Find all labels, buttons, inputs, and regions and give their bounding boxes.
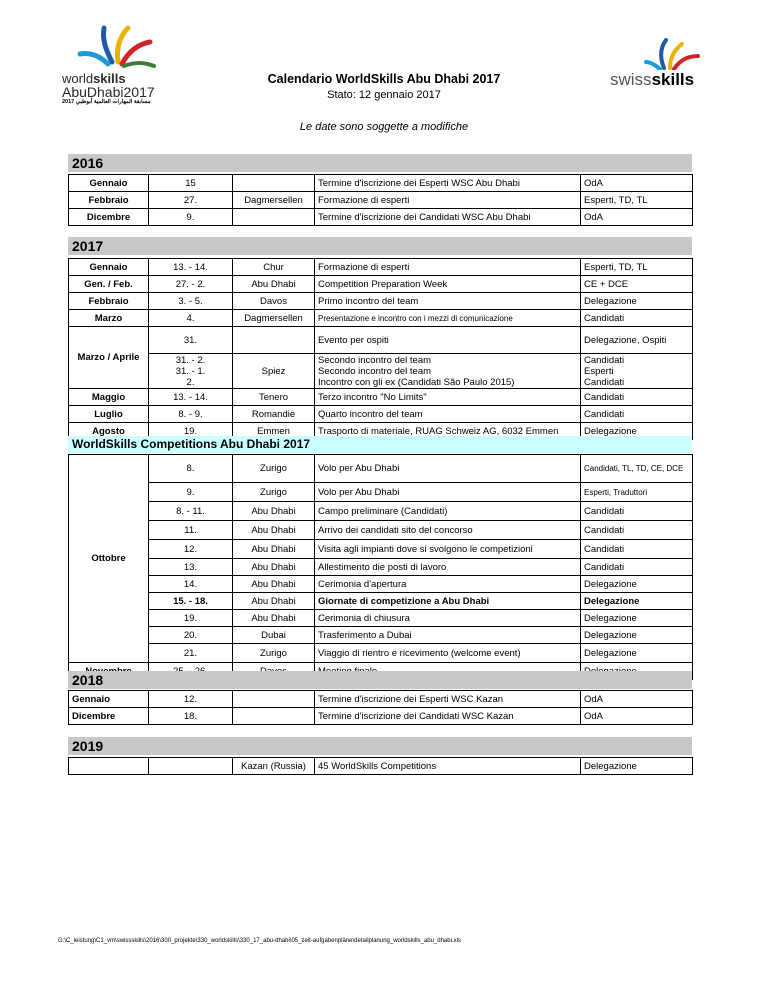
table-cell: Esperti, Traduttori <box>581 483 693 502</box>
table-cell: Marzo <box>69 310 149 327</box>
table-cell: Delegazione, Ospiti <box>581 327 693 354</box>
table-row <box>69 259 693 276</box>
worldskills-emblem-icon <box>62 22 172 70</box>
table-cell: 12. <box>149 540 233 559</box>
logo-line1: world <box>62 71 94 86</box>
table-row <box>69 327 693 354</box>
table-cell: Allestimento die posti di lavoro <box>315 559 581 576</box>
table-row <box>69 389 693 406</box>
table-cell: Kazan (Russia) <box>233 758 315 775</box>
section-2016: 2016 <box>68 154 692 172</box>
table-cell: OdA <box>581 175 693 192</box>
table-row <box>69 521 693 540</box>
table-cell: Trasferimento a Dubai <box>315 627 581 644</box>
table-cell: Visita agli impianti dove si svolgono le competizioni <box>315 540 581 559</box>
table-row <box>69 627 693 644</box>
table-cell: 45 WorldSkills Competitions <box>315 758 581 775</box>
table-row <box>69 276 693 293</box>
table-cell: 20. <box>149 627 233 644</box>
table-cell: Maggio <box>69 389 149 406</box>
skills-word: skills <box>651 70 695 89</box>
table-cell: 9. <box>149 209 233 226</box>
table-cell: Delegazione <box>581 644 693 663</box>
table-row <box>69 610 693 627</box>
table-cell: Candidati <box>581 540 693 559</box>
swiss-word: swiss <box>610 70 652 89</box>
table-cell: Abu Dhabi <box>233 610 315 627</box>
table-cell: 31. <box>149 327 233 354</box>
table-cell: Zurigo <box>233 483 315 502</box>
table-cell: Dagmersellen <box>233 310 315 327</box>
table-cell: Candidati <box>581 310 693 327</box>
table-cell: Termine d'iscrizione dei Candidati WSC Abu Dhabi <box>315 209 581 226</box>
table-cell: Evento per ospiti <box>315 327 581 354</box>
table-2017 <box>68 258 693 440</box>
table-cell: Candidati <box>581 559 693 576</box>
file-path-footer: G:\C_leistung\C1_vm\swissskills\2016\300_projekte\330_worldskills\330_17_abu-dhabi\05_zeit-aufgabenpläne\detailplanung_worldskills_abu_dhabi.xls <box>58 938 461 944</box>
table-cell: Romandie <box>233 406 315 423</box>
table-cell <box>233 175 315 192</box>
table-cell: 21. <box>149 644 233 663</box>
table-row <box>69 354 693 389</box>
table-cell: Candidati <box>581 502 693 521</box>
table-cell: Esperti, TD, TL <box>581 259 693 276</box>
table-row <box>69 576 693 593</box>
table-cell: Abu Dhabi <box>233 540 315 559</box>
table-row <box>69 406 693 423</box>
table-cell: Candidati <box>581 389 693 406</box>
logo-line2b: 2017 <box>123 84 155 100</box>
table-row <box>69 209 693 226</box>
table-cell <box>233 691 315 708</box>
table-cell: Dicembre <box>69 708 149 725</box>
table-row <box>69 593 693 610</box>
table-cell: 8. - 11. <box>149 502 233 521</box>
table-row <box>69 708 693 725</box>
table-cell: 15 <box>149 175 233 192</box>
table-cell: Competition Preparation Week <box>315 276 581 293</box>
table-cell: Spiez <box>233 354 315 389</box>
table-cell: Primo incontro del team <box>315 293 581 310</box>
table-cell: Marzo / Aprile <box>69 327 149 389</box>
table-row <box>69 293 693 310</box>
table-row <box>69 644 693 663</box>
table-row <box>69 691 693 708</box>
table-cell <box>149 758 233 775</box>
table-cell: Emmen <box>233 423 315 440</box>
table-cell: 19. <box>149 423 233 440</box>
table-cell: Giornate di competizione a Abu Dhabi <box>315 593 581 610</box>
logo-tagline: 2017 مسابقة المهارات العالمية أبوظبي <box>62 99 151 105</box>
table-cell: Delegazione <box>581 576 693 593</box>
table-cell: Delegazione <box>581 758 693 775</box>
table-cell: Viaggio di rientro e ricevimento (welcome event) <box>315 644 581 663</box>
disclaimer-note: Le date sono soggette a modifiche <box>299 121 469 133</box>
table-row <box>69 175 693 192</box>
section-2019: 2019 <box>68 737 692 755</box>
table-cell: 8. - 9. <box>149 406 233 423</box>
table-cell: Febbraio <box>69 192 149 209</box>
page-title: Calendario WorldSkills Abu Dhabi 2017 <box>267 72 501 86</box>
table-cell: 13. - 14. <box>149 389 233 406</box>
table-cell: Formazione di esperti <box>315 259 581 276</box>
table-cell: 8. <box>149 455 233 483</box>
table-cell: Luglio <box>69 406 149 423</box>
table-cell: Cerimonia d'apertura <box>315 576 581 593</box>
table-cell: 13. <box>149 559 233 576</box>
table-row <box>69 502 693 521</box>
table-cell: Termine d'iscrizione dei Esperti WSC Abu Dhabi <box>315 175 581 192</box>
table-cell: Quarto incontro del team <box>315 406 581 423</box>
table-wsc <box>68 454 693 680</box>
table-cell: Dagmersellen <box>233 192 315 209</box>
table-2018 <box>68 690 693 725</box>
table-cell <box>69 758 149 775</box>
table-cell: 18. <box>149 708 233 725</box>
table-cell: Abu Dhabi <box>233 276 315 293</box>
table-cell: 3. - 5. <box>149 293 233 310</box>
table-cell: CE + DCE <box>581 276 693 293</box>
section-2018: 2018 <box>68 671 692 689</box>
table-cell: 13. - 14. <box>149 259 233 276</box>
table-cell: 27. - 2. <box>149 276 233 293</box>
table-cell: Terzo incontro "No Limits" <box>315 389 581 406</box>
table-cell: 9. <box>149 483 233 502</box>
table-cell: Volo per Abu Dhabi <box>315 483 581 502</box>
table-cell: Arrivo dei candidati sito del concorso <box>315 521 581 540</box>
table-cell: 15. - 18. <box>149 593 233 610</box>
table-cell: Delegazione <box>581 293 693 310</box>
table-cell: Formazione di esperti <box>315 192 581 209</box>
table-cell: Gennaio <box>69 259 149 276</box>
table-cell: Abu Dhabi <box>233 593 315 610</box>
table-cell: Gennaio <box>69 691 149 708</box>
table-cell: Delegazione <box>581 423 693 440</box>
table-cell: Secondo incontro del team Secondo incontro del team Incontro con gli ex (Candidati São Paulo 2015) <box>315 354 581 389</box>
logo-line1b: skills <box>93 71 126 86</box>
table-cell: Termine d'iscrizione dei Esperti WSC Kazan <box>315 691 581 708</box>
table-row <box>69 192 693 209</box>
table-row <box>69 540 693 559</box>
table-cell: Abu Dhabi <box>233 576 315 593</box>
table-cell <box>233 209 315 226</box>
table-cell: Candidati Esperti Candidati <box>581 354 693 389</box>
table-cell: Davos <box>233 293 315 310</box>
table-cell: Febbraio <box>69 293 149 310</box>
table-cell: 11. <box>149 521 233 540</box>
table-cell: Candidati <box>581 521 693 540</box>
table-cell: Zurigo <box>233 644 315 663</box>
table-cell: Delegazione <box>581 627 693 644</box>
table-cell: OdA <box>581 209 693 226</box>
table-row <box>69 758 693 775</box>
table-cell: Dubai <box>233 627 315 644</box>
table-cell: 12. <box>149 691 233 708</box>
table-cell: Esperti, TD, TL <box>581 192 693 209</box>
table-cell: 19. <box>149 610 233 627</box>
table-row <box>69 483 693 502</box>
table-cell: OdA <box>581 691 693 708</box>
table-cell: Abu Dhabi <box>233 559 315 576</box>
table-cell: Trasporto di materiale, RUAG Schweiz AG, 6032 Emmen <box>315 423 581 440</box>
table-cell: Gen. / Feb. <box>69 276 149 293</box>
table-cell <box>233 708 315 725</box>
table-cell: 4. <box>149 310 233 327</box>
table-cell: Ottobre <box>69 455 149 663</box>
table-cell: Candidati, TL, TD, CE, DCE <box>581 455 693 483</box>
table-cell: Delegazione <box>581 610 693 627</box>
table-cell: Abu Dhabi <box>233 502 315 521</box>
status-date: Stato: 12 gennaio 2017 <box>327 89 441 101</box>
table-cell <box>233 327 315 354</box>
table-cell: Volo per Abu Dhabi <box>315 455 581 483</box>
table-row <box>69 455 693 483</box>
table-cell: Presentazione e incontro con i mezzi di comunicazione <box>315 310 581 327</box>
table-cell: Delegazione <box>581 593 693 610</box>
table-cell: 31. - 2. 31. - 1. 2. <box>149 354 233 389</box>
swissskills-emblem-icon <box>644 38 704 70</box>
table-cell: OdA <box>581 708 693 725</box>
table-cell: Abu Dhabi <box>233 521 315 540</box>
table-2016 <box>68 174 693 226</box>
section-wsc-abudhabi: WorldSkills Competitions Abu Dhabi 2017 <box>68 436 692 453</box>
table-cell: Zurigo <box>233 455 315 483</box>
section-2017: 2017 <box>68 237 692 255</box>
table-cell: Chur <box>233 259 315 276</box>
table-cell: Tenero <box>233 389 315 406</box>
table-2019 <box>68 757 693 775</box>
table-cell: 14. <box>149 576 233 593</box>
table-row <box>69 310 693 327</box>
table-row <box>69 559 693 576</box>
table-cell: Dicembre <box>69 209 149 226</box>
table-cell: Campo preliminare (Candidati) <box>315 502 581 521</box>
table-cell: Gennaio <box>69 175 149 192</box>
table-cell: Termine d'iscrizione dei Candidati WSC Kazan <box>315 708 581 725</box>
table-cell: 27. <box>149 192 233 209</box>
table-cell: Agosto <box>69 423 149 440</box>
table-cell: Candidati <box>581 406 693 423</box>
logo-line2: AbuDhabi <box>62 84 124 100</box>
table-cell: Cerimonia di chiusura <box>315 610 581 627</box>
